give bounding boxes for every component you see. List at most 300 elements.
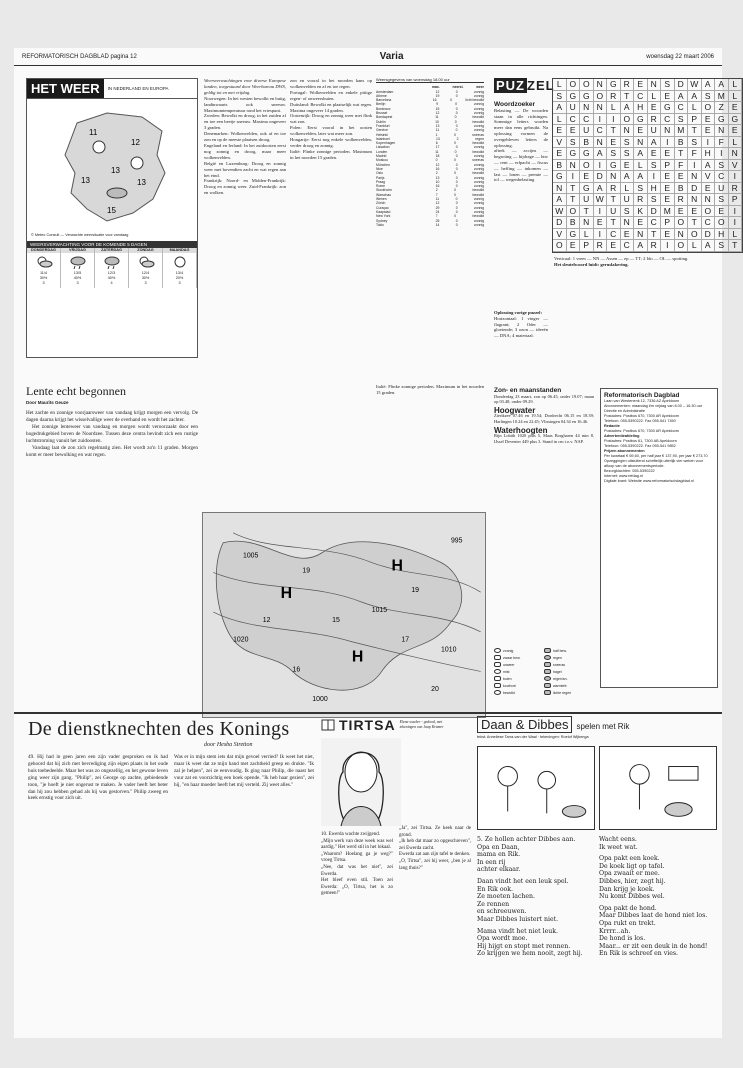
table-cell: zonnig [473,102,484,107]
paragraph: Vandaag laat de zon zich regelmatig zien. Het wordt zo'n 11 graden. Morgen komt er meer bewolking en wat regen. [26,445,198,458]
table-cell: bewolkt [472,171,484,176]
grid-letter: T [567,183,581,195]
line: mama en Rik. [477,851,521,859]
legend-item [544,683,594,688]
colofon-line: Redactie [604,424,620,428]
table-cell: Barcelona [376,98,392,103]
forecast-wind: 4 [110,281,113,285]
grid-letter: C [594,125,608,137]
table-cell: 0 [455,154,458,159]
table-cell: zonnig [473,128,484,133]
grid-letter: N [715,125,729,137]
legend-item [544,690,594,695]
grid-letter: C [580,114,594,126]
line: Opa zwaait er mee. [599,870,660,878]
puzzle-intro: Belasting — De woorden staan in alle richtingen. Sommige letters worden meer dan eens gebruikt. Na oplossing vormen de overgebleven letters de oplossing. [494,107,548,148]
grid-letter: N [634,137,648,149]
grid-letter: T [621,91,635,103]
table-cell: 0 [455,166,458,171]
weather-symbol-icon [544,662,551,667]
grid-letter: G [567,229,581,241]
grid-letter: C [648,217,662,229]
weather-symbol-icon [544,648,551,653]
grid-letter: G [567,91,581,103]
grid-letter: I [594,206,608,218]
grid-letter: A [553,194,567,206]
grid-letter: O [675,240,689,252]
forecast-wind: 3 [76,281,79,285]
paragraph: „Nee, dat was het niet", zei Ewerda. [321,864,393,877]
line: Opa pakt een koek. [599,855,660,863]
table-cell: 0 [455,179,458,184]
weather-box [26,78,198,358]
sun-cloud-icon [137,255,155,269]
grid-letter: S [648,194,662,206]
isobar-value: 1010 [441,646,457,654]
line: Mama vindt het niet leuk. [477,927,558,935]
grid-letter: A [594,148,608,160]
grid-letter: G [580,183,594,195]
table-cell: 0 [455,205,458,210]
weather-symbol-icon [544,690,551,695]
table-cell: Boedapest [376,115,393,120]
grid-letter: L [553,114,567,126]
tirtsa-sub: Elena wacher - gedood, met tekeningen van Jaap Kramer [399,720,444,729]
forecast-wind: 3 [144,281,147,285]
weather-table [376,78,484,378]
grid-letter: V [702,171,716,183]
grid-letter: C [702,217,716,229]
grid-letter: I [702,137,716,149]
grid-letter: C [621,240,635,252]
grid-letter: T [607,217,621,229]
grid-letter: B [567,217,581,229]
table-cell: 0 [455,123,458,128]
table-cell: zonnig [473,123,484,128]
grid-letter: A [634,148,648,160]
grid-letter: H [648,183,662,195]
feuilleton-col-1: 49. Hij had in geen jaren een zijn vader gesproken en ik had gehoord dat hij zich met bevrediging zijn eigen plaats in het oude huis toebedeelde. Maar het was zo ongezellig, en het gewone leven ging weer zijn gang. "Philip", zei George op zachte, gebiedende toon, "je hoeft je niet ongerust te maken. Je vader heeft het beter dan hij zou hebben gehad als hij was gestorven." Philip zweeg en keek ernstig voor zich uit. [28,754,168,802]
article-title: Lente echt begonnen [26,384,126,398]
table-cell: Frankfurt [376,123,390,128]
isobar-value: 995 [450,537,463,545]
table-cell: bewolkt [472,149,484,154]
line: Opa en Daan, [477,843,520,851]
grid-letter: C [715,171,729,183]
paragraph: Ewerda zat aan zijn tafel te denken. [399,852,471,858]
grid-letter: A [634,240,648,252]
table-row [376,223,484,227]
grid-letter: L [607,102,621,114]
grid-letter: D [702,229,716,241]
line: En Rik ook. [477,885,513,893]
paragraph: Denemarken: Wolkenvelden, ook af en toe zon en op de meeste plaatsen droog. [204,131,286,143]
map-temp: 12 [131,138,140,147]
grid-letter: N [594,102,608,114]
grid-letter: I [729,217,743,229]
grid-letter: E [607,137,621,149]
grid-letter: N [567,160,581,172]
table-cell: 15 [435,106,440,111]
grid-letter: D [648,206,662,218]
table-cell: 1 [435,132,438,137]
line: Dibbes, hier, zegt hij. [599,877,666,885]
map-temp: 12 [262,616,271,624]
legend-label: half bew. [553,648,567,653]
tirtsa-col-1 [321,832,393,1032]
table-cell: 13 [435,175,440,180]
grid-letter: E [661,229,675,241]
sun-icon [93,141,105,153]
table-cell: München [376,162,390,167]
grid-letter: R [648,240,662,252]
table-cell: 0 [453,158,456,163]
colofon-line: Abonnementen: maandag t/m vrijdag van 8.00 – 16.30 uur [604,404,703,408]
grid-letter: O [621,114,635,126]
line: Opa wordt moe. [477,935,528,943]
grid-letter: R [621,79,635,91]
grid-letter: T [675,148,689,160]
grid-letter: A [702,79,716,91]
table-cell: Sydney [376,218,388,223]
legend-item [494,655,544,660]
paragraph: Italië: Flinke zonnige perioden. Maximum in het noorden 15 graden. [376,384,484,395]
grid-letter: U [580,194,594,206]
table-cell: 13 [435,123,440,128]
table-cell: Warschau [376,192,392,197]
grid-letter: L [729,79,743,91]
table-cell: 10 [435,179,440,184]
grid-letter: Z [715,102,729,114]
masthead-section: Varia [379,51,404,62]
line: De koek ligt op tafel. [599,862,665,870]
feuilleton-title: De dienstknechten des Konings [28,718,290,740]
table-cell: 6 [435,141,438,146]
grid-letter: L [621,183,635,195]
table-cell: 0 [455,197,458,202]
grid-letter: F [688,148,702,160]
grid-letter: R [607,91,621,103]
grid-letter: S [715,194,729,206]
colofon-line: Laan van Westenenk 12, 7336 AZ Apeldoorn [604,399,680,403]
legend-item [494,690,544,695]
table-cell: 11 [435,149,439,154]
line: Krrrr...ah. [599,927,631,935]
feuilleton-author: door Hesba Stretton [204,742,253,748]
legend-label: bewolkt [503,690,515,695]
grid-letter: R [634,194,648,206]
line: Opa rukt en trekt. [599,919,656,927]
grid-letter: A [702,240,716,252]
line: Hij hijgt en stopt met rennen. [477,942,571,950]
grid-letter: G [567,148,581,160]
table-cell: Brussel [376,111,388,116]
sun-moon-col [494,388,594,638]
table-cell: 2 [435,171,438,176]
grid-letter: L [648,91,662,103]
table-cell: Curaçao [376,205,389,210]
puzzle-words: aftrek — accijns — begroting — bijdrage — btw — cent — erfpacht — fiscus — heffing — inkomen — last — lonen — premie — tol — wegenbelasting [494,148,548,183]
paragraph: „O, Tirtsa", zei hij weer, „ben je al lang thuis?" [399,858,471,871]
grid-letter: E [661,183,675,195]
grid-letter: S [715,160,729,172]
map-temp: 15 [107,206,116,215]
grid-letter: S [621,148,635,160]
table-cell: bewolkt [472,192,484,197]
map-caption: © Meteo Consult — Verwachte weersituatie voor vandaag [31,233,129,237]
table-cell: 16 [435,166,440,171]
grid-letter: O [567,79,581,91]
table-cell: 0 [455,111,458,116]
table-cell: bewolkt [472,214,484,219]
daan-right-text [599,836,717,958]
grid-letter: A [715,79,729,91]
grid-letter: T [729,240,743,252]
puzzle-solution-title: Oplossing vorige puzzel: [494,310,542,315]
grid-letter: E [661,91,675,103]
table-cell: 7 [435,192,438,197]
table-column-header: neersl. [452,85,464,90]
table-cell: 10 [435,119,439,124]
grid-letter: S [634,183,648,195]
table-cell: Athene [376,93,387,98]
table-cell: 29 [435,205,440,210]
table-cell: Oslo [376,171,383,176]
grid-letter: M [661,206,675,218]
grid-letter: E [729,102,743,114]
grid-letter: O [675,217,689,229]
map-temp: 11 [89,128,98,137]
table-cell: 12 [435,162,440,167]
isobar-value: 1000 [312,696,328,704]
map-temp: 13 [111,166,120,175]
table-column-header: max. [431,85,440,90]
legend-label: regen/sn. [553,676,568,681]
tirtsa-logo: TIRTSA [339,717,396,733]
colofon-line: Internet: www.refdag.nl [604,474,643,478]
legend-label: buien [503,676,512,681]
table-cell: 0 [455,209,458,214]
forecast-day [129,248,163,288]
legend-label: zwaar bew. [503,655,521,660]
newspaper-page [14,48,739,1038]
line: Maar Dibbes laat de hond niet los. [599,912,708,920]
paragraph: „Ik heb dat maar zo opgeschreven", zei Ewerda zacht. [399,839,471,851]
weather-symbol-icon [544,655,551,660]
table-cell: Amsterdam [376,89,394,94]
grid-letter: B [580,137,594,149]
table-cell: zonnig [473,111,484,116]
table-column-header: weer [476,85,484,90]
forecast-day [61,248,95,288]
forecast-rain: 40% [73,276,82,280]
grid-letter: N [634,229,648,241]
weather-symbol-icon [544,669,551,674]
high-pressure-label: H [391,557,403,575]
grid-letter: E [634,217,648,229]
forecast-day [95,248,129,288]
paragraph: Engeland en Ierland: In het zuidoosten eerst nog zonnig en droog, maar meer wolkenvelden. [204,142,286,160]
grid-letter: G [553,171,567,183]
table-cell: zonnig [473,175,484,180]
legend-label: regen [553,655,562,660]
grid-letter: N [688,194,702,206]
line: De hond is los. [599,935,646,943]
grid-letter: S [715,240,729,252]
weather-symbol-icon [494,683,501,688]
table-cell: 0 [454,188,456,193]
table-cell: Kaapstad [376,209,391,214]
puzzle-intro-col [494,102,548,252]
colofon-title: Reformatorisch Dagblad [604,392,680,399]
grid-letter: H [702,148,716,160]
forecast-day-label: MAANDAG [163,248,196,253]
feuilleton-col-2: Was er in mijn stem iets dat mijn gevoel verried? Ik weet het niet, maar ik weet dat ze mijn hand met zachtheid greep en drukte. "Ik zal je helpen", zei ze eenvoudig. Ik ging naar Philip, die naast het vuur zat en voorzichtig een boek opende. "Ik heb haar gezien", zei hij, "en haar moeder heeft het mij verteld. Zij weet alles." [174,754,314,788]
table-cell: bewolkt [472,115,484,120]
forecast-day [163,248,197,288]
line: Maar... er zit een deuk in de hond! [599,942,708,950]
colofon-line: Telefoon: 055-5390222. Fax 055-541 9852 [604,444,676,448]
table-cell: 2 [456,136,459,141]
grid-letter: A [553,102,567,114]
grid-letter: C [567,114,581,126]
map-temp: 19 [302,567,311,575]
word-search-grid [552,78,743,253]
grid-letter: E [661,194,675,206]
rain-cloud-icon [69,255,87,269]
paragraph: Oostenrijk: Droog en zonnig weer met flink wat zon. [290,113,372,125]
grid-letter: L [580,229,594,241]
grid-letter: I [688,160,702,172]
grid-letter: G [580,91,594,103]
grid-letter: E [702,125,716,137]
rain-cloud-icon [103,255,121,269]
legend-item [494,676,544,681]
puzzle-columns-extra: Verticaal: 1 vrees — NN — Assen — ep — TT; 2 Ido — OL — spotting. [554,256,689,261]
paragraph: Portugal: Wolkenvelden en enkele pittige regen- of onweersbuien. [290,89,372,101]
grid-letter: I [567,171,581,183]
grid-letter: I [607,114,621,126]
map-temp: 13 [81,176,90,185]
legend-item [544,669,594,674]
legend-item [494,669,544,674]
grid-letter: I [661,240,675,252]
grid-letter: E [634,79,648,91]
grid-letter: E [594,217,608,229]
grid-letter: U [580,125,594,137]
sun-moon-text: Donderdag 23 maart, zon op 06.45, onder 19.07; maan op 03.48, onder 09.29. [494,393,594,405]
table-cell: zonnig [473,222,484,227]
table-cell: Berlijn [376,102,386,107]
table-cell: 7 [435,214,438,219]
table-cell: 0 [454,119,457,124]
table-cell: regen [475,136,484,141]
grid-letter: N [594,137,608,149]
grid-letter: V [553,229,567,241]
table-cell: 0 [435,158,438,163]
weather-text-col-1 [204,78,286,503]
paragraph: Het bleef even stil. Toen zei Ewerda: „O, Tirtsa, het is zo gemeen!" [321,878,393,897]
grid-letter: I [715,148,729,160]
table-cell: Bordeaux [376,106,391,111]
grid-letter: A [634,171,648,183]
grid-letter: U [648,125,662,137]
forecast-temp: 13/4 [175,271,184,275]
grid-letter: N [621,125,635,137]
table-cell: Moskou [376,158,388,163]
table-cell: sneeuw [472,132,484,137]
map-temp: 17 [401,636,410,644]
table-cell: zonnig [473,166,484,171]
grid-letter: G [661,102,675,114]
paragraph: Noorwegen: In het westen bewolkt en buiig, landinwaarts ook sneeuw. Maximumtemperatuur rond het vriespunt. [204,95,286,113]
grid-letter: K [634,206,648,218]
table-cell: zonnig [473,201,484,206]
colofon-line: Advertentieafdeling [604,434,640,438]
table-cell: 11 [435,128,440,133]
grid-letter: E [567,240,581,252]
grid-letter: G [715,114,729,126]
table-cell: zonnig [473,209,484,214]
table-cell: 2 [435,188,438,193]
divider [14,712,722,714]
line: achter elkaar. [477,866,521,874]
grid-letter: O [715,217,729,229]
grid-letter: T [688,217,702,229]
grid-letter: H [715,229,729,241]
grid-letter: A [702,160,716,172]
grid-letter: I [594,114,608,126]
netherlands-map [37,103,187,233]
line: Ze moeten lachen. [477,893,536,901]
grid-letter: E [702,114,716,126]
map-temp: 19 [411,587,420,595]
sun-icon [131,157,143,169]
grid-letter: B [675,183,689,195]
legend-label: hagel [553,669,562,674]
daan-header [477,716,717,733]
grid-letter: N [648,79,662,91]
legend-label: mist [503,669,510,674]
table-cell: Dublin [376,119,386,124]
forecast-day-label: ZATERDAG [95,248,128,253]
grid-letter: W [594,194,608,206]
grid-letter: I [661,137,675,149]
paragraph: „Mijn werk van deze week was wel aardig." Het werd stil in het lokaal. [321,838,393,851]
grid-letter: M [675,125,689,137]
table-cell: zonnig [473,106,484,111]
grid-letter: R [729,183,743,195]
forecast-day-label: VRIJDAG [61,248,94,253]
grid-letter: I [729,171,743,183]
daan-logo: Daan & Dibbes [477,716,572,733]
grid-letter: P [661,217,675,229]
grid-letter: N [580,102,594,114]
table-cell: 12 [435,111,440,116]
grid-letter: A [621,102,635,114]
book-icon [321,718,335,732]
grid-letter: N [675,229,689,241]
grid-letter: E [661,171,675,183]
grid-letter: P [580,240,594,252]
weather-symbol-icon [544,676,551,681]
article-byline: Door Maurits Geuze [26,400,69,405]
grid-letter: B [553,160,567,172]
grid-letter: S [675,114,689,126]
line: Zo krijgen we hem nooit, zegt hij. [477,950,583,958]
grid-letter: E [661,148,675,160]
masthead-paper: REFORMATORISCH DAGBLAD pagina 12 [22,53,137,60]
